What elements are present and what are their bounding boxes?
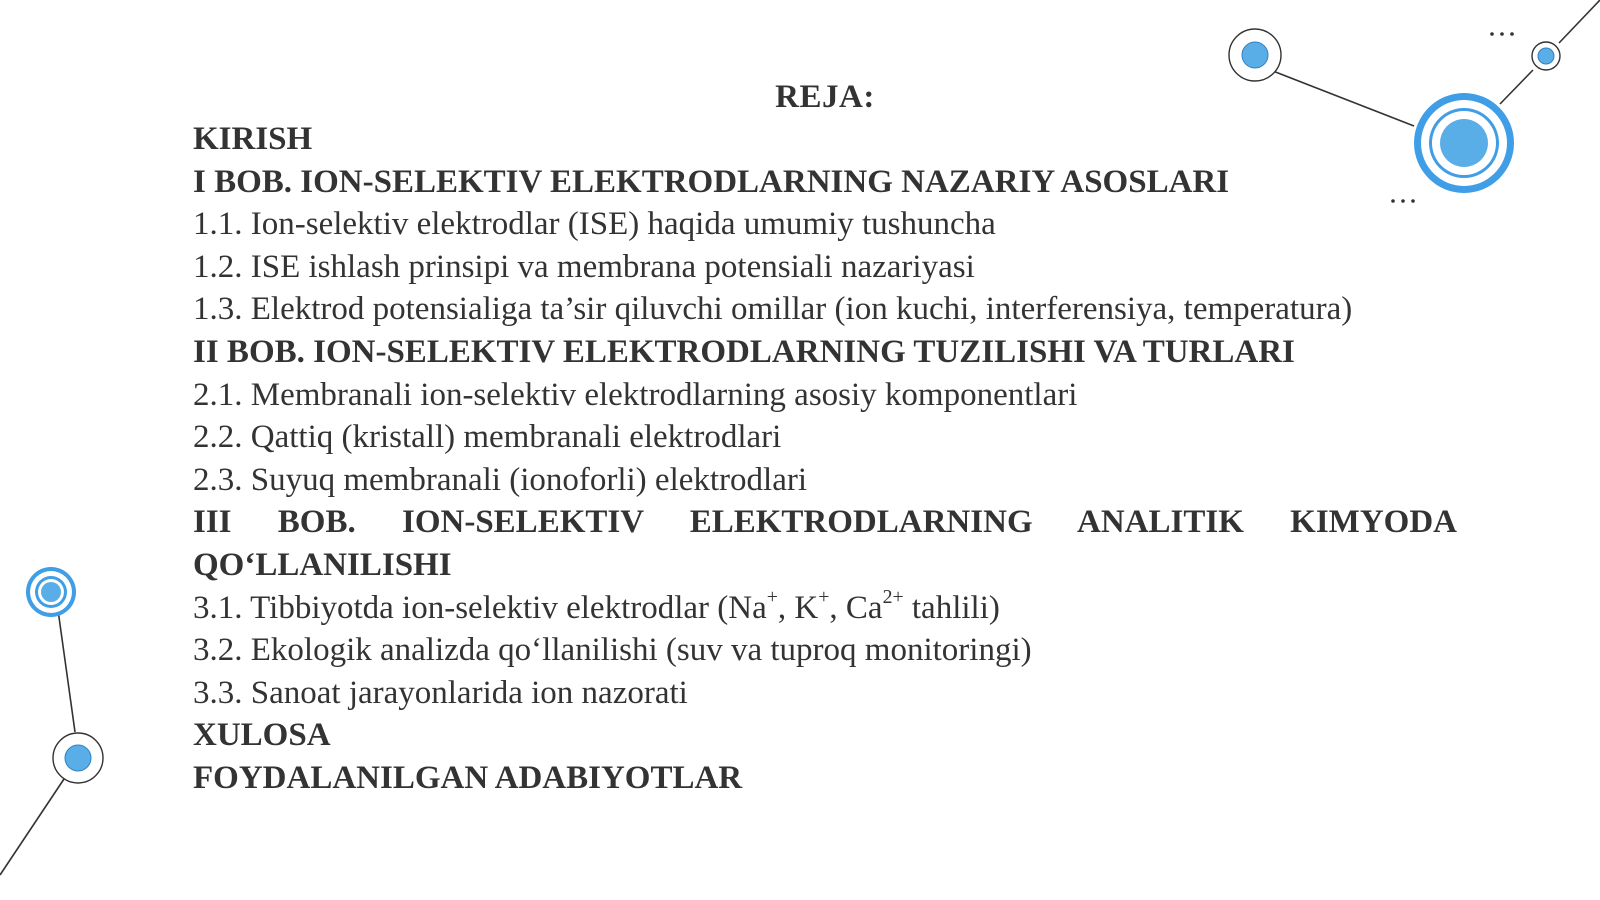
toc-section-1-1: 1.1. Ion-selektiv elektrodlar (ISE) haqida umumiy tushuncha [193,206,996,243]
connector-line [58,610,75,732]
section-3-1-text: tahlili) [903,589,1000,626]
toc-section-3-2: 3.2. Ekologik analizda qo‘llanilishi (suv va tuproq monitoringi) [193,632,1032,669]
calcium-charge: 2+ [882,585,904,608]
node-circle [26,567,76,617]
slide-title: REJA: [775,79,875,115]
section-3-1-text: , Ca [829,589,883,626]
connector-line [0,776,66,875]
toc-section-1-3: 1.3. Elektrod potensialiga ta’sir qiluvchi omillar (ion kuchi, interferensiya, temperatura) [193,291,1353,328]
toc-references: FOYDALANILGAN ADABIYOTLAR [193,759,743,796]
section-3-1-text: 3.1. Tibbiyotda ion-selektiv elektrodlar (Na [193,589,767,626]
toc-chapter-3: III BOB. ION-SELEKTIV ELEKTRODLARNING ANALITIK KIMYODA QO‘LLANILISHI [193,504,1457,583]
toc-chapter-2: II BOB. ION-SELEKTIV ELEKTRODLARNING TUZILISHI VA TURLARI [193,333,1295,370]
toc-section-2-1: 2.1. Membranali ion-selektiv elektrodlarning asosiy komponentlari [193,376,1078,413]
section-3-1-text: , K [777,589,819,626]
toc-conclusion: XULOSA [193,717,331,754]
toc-section-2-2: 2.2. Qattiq (kristall) membranali elektrodlari [193,419,782,456]
node-circle [53,733,103,783]
toc-section-2-3: 2.3. Suyuq membranali (ionoforli) elektrodlari [193,461,808,498]
node-circle [1229,29,1281,81]
toc-chapter-1: I BOB. ION-SELEKTIV ELEKTRODLARNING NAZARIY ASOSLARI [193,163,1230,200]
connector-line [1559,0,1600,43]
toc-section-1-2: 1.2. ISE ishlash prinsipi va membrana potensiali nazariyasi [193,248,975,285]
node-circle-small [1532,42,1560,70]
toc-section-3-1 [193,587,1457,630]
toc-section-3-3: 3.3. Sanoat jarayonlarida ion nazorati [193,674,688,711]
ellipsis-icon [1490,32,1514,36]
sodium-charge: + [766,585,778,608]
toc-introduction: KIRISH [193,121,313,157]
potassium-charge: + [818,585,830,608]
table-of-contents [193,118,1457,800]
